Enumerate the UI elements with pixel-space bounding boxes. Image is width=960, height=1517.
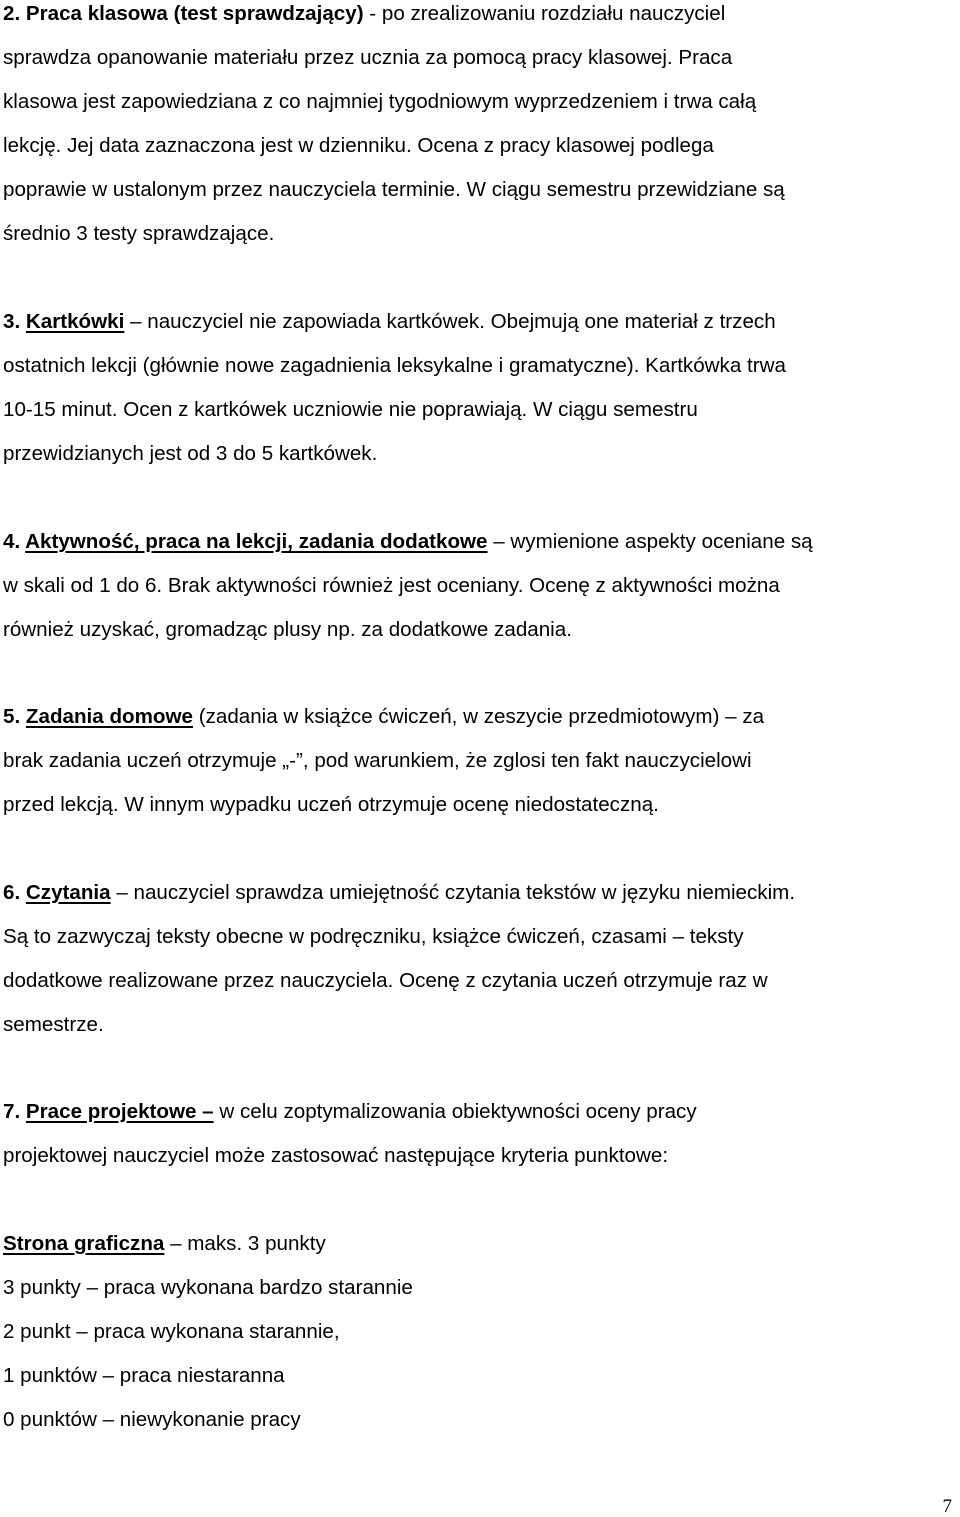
criteria-item: 2 punkt – praca wykonana starannie, bbox=[3, 1320, 340, 1343]
heading-prace-projektowe: Prace projektowe – bbox=[25, 1100, 214, 1123]
criteria-item: 0 punktów – niewykonanie pracy bbox=[3, 1408, 301, 1431]
heading-praca-klasowa: 2. Praca klasowa (test sprawdzający) bbox=[3, 2, 364, 25]
text-line: średnio 3 testy sprawdzające. bbox=[3, 222, 275, 245]
heading-kartkowki: Kartkówki bbox=[25, 310, 125, 333]
page-number: 7 bbox=[942, 1496, 952, 1517]
text-line: w skali od 1 do 6. Brak aktywności również jest oceniany. Ocenę z aktywności można bbox=[3, 574, 780, 597]
criteria-item: 3 punkty – praca wykonana bardzo starannie bbox=[3, 1276, 413, 1299]
text-line: przewidzianych jest od 3 do 5 kartkówek. bbox=[3, 442, 378, 465]
text-line: 2. Praca klasowa (test sprawdzający) - po zrealizowaniu rozdziału nauczyciel bbox=[3, 2, 726, 25]
text-line: ostatnich lekcji (głównie nowe zagadnienia leksykalne i gramatyczne). Kartkówka trwa bbox=[3, 354, 786, 377]
text-line: 7. Prace projektowe – w celu zoptymalizowania obiektywności oceny pracy bbox=[3, 1100, 697, 1123]
criteria-item: 1 punktów – praca niestaranna bbox=[3, 1364, 285, 1387]
heading-strona-graficzna: Strona graficzna bbox=[3, 1232, 165, 1255]
text-line: 3. Kartkówki – nauczyciel nie zapowiada kartkówek. Obejmują one materiał z trzech bbox=[3, 310, 776, 333]
heading-zadania-domowe: Zadania domowe bbox=[25, 705, 193, 728]
text-line: klasowa jest zapowiedziana z co najmniej tygodniowym wyprzedzeniem i trwa całą bbox=[3, 90, 757, 113]
text-line: 6. Czytania – nauczyciel sprawdza umiejętność czytania tekstów w języku niemieckim. bbox=[3, 881, 796, 904]
text-line: przed lekcją. W innym wypadku uczeń otrzymuje ocenę niedostateczną. bbox=[3, 793, 659, 816]
text-line: dodatkowe realizowane przez nauczyciela. Ocenę z czytania uczeń otrzymuje raz w bbox=[3, 969, 768, 992]
text-line: projektowej nauczyciel może zastosować następujące kryteria punktowe: bbox=[3, 1144, 669, 1167]
heading-aktywnosc: Aktywność, praca na lekcji, zadania dodatkowe bbox=[25, 530, 488, 553]
text-line: poprawie w ustalonym przez nauczyciela terminie. W ciągu semestru przewidziane są bbox=[3, 178, 785, 201]
text-line: Strona graficzna – maks. 3 punkty bbox=[3, 1232, 326, 1255]
text-line: brak zadania uczeń otrzymuje „-”, pod warunkiem, że zglosi ten fakt nauczycielowi bbox=[3, 749, 752, 772]
text-line: również uzyskać, gromadząc plusy np. za dodatkowe zadania. bbox=[3, 618, 572, 641]
text-line: semestrze. bbox=[3, 1013, 104, 1036]
heading-czytania: Czytania bbox=[25, 881, 111, 904]
text-line: sprawdza opanowanie materiału przez ucznia za pomocą pracy klasowej. Praca bbox=[3, 46, 733, 69]
text-line: 10-15 minut. Ocen z kartkówek uczniowie nie poprawiają. W ciągu semestru bbox=[3, 398, 698, 421]
text-line: 4. Aktywność, praca na lekcji, zadania dodatkowe – wymienione aspekty oceniane są bbox=[3, 530, 813, 553]
text-line: Są to zazwyczaj teksty obecne w podręczniku, książce ćwiczeń, czasami – teksty bbox=[3, 925, 744, 948]
text-line: 5. Zadania domowe (zadania w książce ćwiczeń, w zeszycie przedmiotowym) – za bbox=[3, 705, 765, 728]
text-line: lekcję. Jej data zaznaczona jest w dzienniku. Ocena z pracy klasowej podlega bbox=[3, 134, 714, 157]
